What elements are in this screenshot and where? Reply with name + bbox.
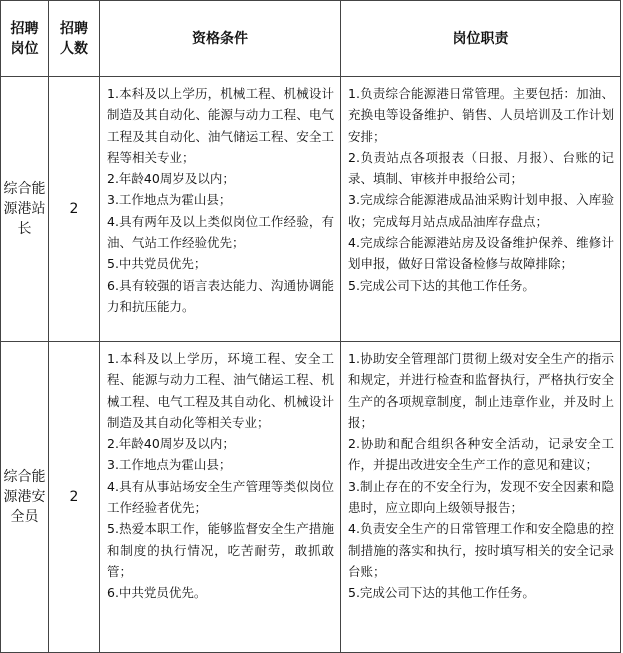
duties-cell (341, 342, 621, 653)
qualifications-cell (100, 77, 341, 342)
duties-list (348, 348, 614, 604)
duty-item: 5.完成公司下达的其他工作任务。 (348, 585, 535, 601)
qualification-item: 5.中共党员优先； (107, 256, 207, 272)
table-row (1, 77, 621, 342)
duty-item: 2.负责站点各项报表（日报、月报）、台账的记录、填制、审核并申报给公司； (348, 149, 614, 187)
qualifications-list (107, 83, 334, 317)
qualifications-cell (100, 342, 341, 653)
duty-item: 3.完成综合能源港成品油采购计划申报、入库验收；完成每月站点成品油库存盘点； (348, 192, 614, 229)
duties-cell (341, 77, 621, 342)
header-position-line1: 招聘 (10, 20, 39, 37)
duty-item: 4.完成综合能源港站房及设备维护保养、维修计划申报，做好日常设备检修与故障排除； (348, 235, 614, 272)
table-row (1, 342, 621, 653)
header-count (49, 1, 100, 77)
count-cell: 2 (49, 77, 100, 342)
duty-item: 1.负责综合能源港日常管理。主要包括：加油、充换电等设备维护、销售、人员培训及工作计划安排； (348, 86, 614, 144)
qualification-item: 2.年龄40周岁及以内； (107, 436, 235, 452)
header-count-line2: 人数 (60, 40, 88, 57)
qualifications-list (107, 348, 334, 604)
qualification-item: 2.年龄40周岁及以内； (107, 171, 235, 187)
qualification-item: 3.工作地点为霍山县； (107, 457, 232, 473)
position-cell: 综合能源港安全员 (1, 342, 49, 653)
qualification-item: 6.中共党员优先。 (107, 585, 207, 601)
duty-item: 4.负责安全生产的日常管理工作和安全隐患的控制措施的落实和执行，按时填写相关的安全记录台账； (348, 521, 614, 579)
header-row (1, 1, 621, 77)
qualification-item: 1.本科及以上学历，环境工程、安全工程、能源与动力工程、油气储运工程、机械工程、电气工程及其自动化、机械设计制造及其自动化等相关专业； (107, 351, 334, 430)
duty-item: 5.完成公司下达的其他工作任务。 (348, 277, 535, 293)
duties-list (348, 83, 614, 296)
position-cell: 综合能源港站长 (1, 77, 49, 342)
qualification-item: 1.本科及以上学历，机械工程、机械设计制造及其自动化、能源与动力工程、电气工程及其自动化、油气储运工程、安全工程等相关专业； (107, 86, 334, 165)
header-position-line2: 岗位 (10, 40, 39, 57)
header-qualifications: 资格条件 (100, 1, 341, 77)
count-cell: 2 (49, 342, 100, 653)
qualification-item: 6.具有较强的语言表达能力、沟通协调能力和抗压能力。 (107, 277, 334, 314)
duty-item: 3.制止存在的不安全行为，发现不安全因素和隐患时，应立即向上级领导报告； (348, 478, 614, 516)
header-position (1, 1, 49, 77)
qualification-item: 5.热爱本职工作，能够监督安全生产措施和制度的执行情况，吃苦耐劳，敢抓敢管； (107, 521, 334, 579)
header-count-line1: 招聘 (60, 20, 88, 37)
qualification-item: 4.具有从事站场安全生产管理等类似岗位工作经验者优先； (107, 478, 334, 516)
header-duties: 岗位职责 (341, 1, 621, 77)
duty-item: 1.协助安全管理部门贯彻上级对安全生产的指示和规定，并进行检查和监督执行，严格执行安全生产的各项规章制度，制止违章作业，并及时上报； (348, 351, 614, 430)
qualification-item: 4.具有两年及以上类似岗位工作经验，有油、气站工作经验优先； (107, 213, 334, 251)
qualification-item: 3.工作地点为霍山县； (107, 192, 232, 208)
duty-item: 2.协助和配合组织各种安全活动，记录安全工作，并提出改进安全生产工作的意见和建议； (348, 436, 614, 473)
